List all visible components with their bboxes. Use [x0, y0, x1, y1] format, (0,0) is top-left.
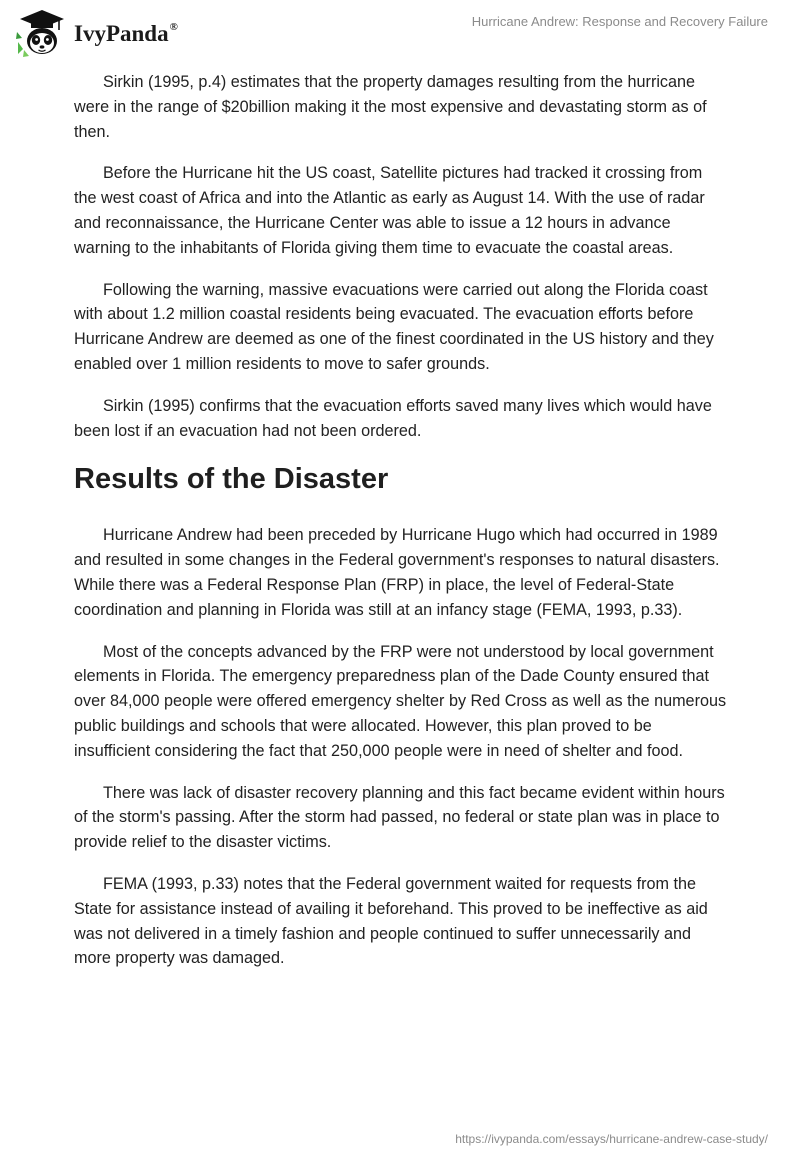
source-url[interactable]: https://ivypanda.com/essays/hurricane-andrew-case-study/: [455, 1132, 768, 1146]
paragraph: Hurricane Andrew had been preceded by Hurricane Hugo which had occurred in 1989 and resulted in some changes in the Federal government's responses to natural disasters. While there was a Federal Response Plan (FRP) in place, the level of Federal-State coordination and planning in Florida was still at an infancy stage (FEMA, 1993, p.33).: [74, 526, 720, 619]
brand-logo[interactable]: [14, 8, 178, 58]
paragraph: There was lack of disaster recovery planning and this fact became evident within hours of the storm's passing. After the storm had passed, no federal or state plan was in place to provide relief to the disaster victims.: [74, 783, 725, 852]
document-title: Hurricane Andrew: Response and Recovery Failure: [471, 14, 768, 29]
paragraph: Following the warning, massive evacuations were carried out along the Florida coast with about 1.2 million coastal residents being evacuated. The evacuation efforts before Hurricane Andrew are deemed as one of the finest coordinated in the US history and they enabled over 1 million residents to move to safer grounds.: [74, 280, 714, 373]
paragraph: Most of the concepts advanced by the FRP were not understood by local government elements in Florida. The emergency preparedness plan of the Dade County ensured that over 84,000 people were offered emergency shelter by Red Cross as well as the numerous public buildings and schools that were allocated. However, this plan proved to be insufficient considering the fact that 250,000 people were in need of shelter and food.: [74, 642, 727, 760]
paragraph: Sirkin (1995, p.4) estimates that the property damages resulting from the hurricane were in the range of $20billion making it the most expensive and devastating storm as of then.: [74, 73, 707, 141]
brand-name: IvyPanda®: [74, 21, 178, 46]
paragraph: FEMA (1993, p.33) notes that the Federal government waited for requests from the State for assistance instead of availing it beforehand. This proved to be ineffective as aid was not delivered in a timely fashion and people continued to suffer unnecessarily and more property was damaged.: [74, 874, 708, 968]
page-header: [0, 0, 800, 66]
paragraph: Before the Hurricane hit the US coast, Satellite pictures had tracked it crossing from the west coast of Africa and into the Atlantic as early as August 14. With the use of radar and reconnaissance, the Hurricane Center was able to issue a 12 hours in advance warning to the inhabitants of Florida giving them time to evacuate the coastal areas.: [74, 164, 705, 257]
essay-content: [74, 70, 728, 988]
paragraph: Sirkin (1995) confirms that the evacuation efforts saved many lives which would have been lost if an evacuation had not been ordered.: [74, 396, 712, 440]
section-heading: Results of the Disaster: [74, 463, 389, 496]
panda-graduate-icon: [14, 8, 70, 58]
